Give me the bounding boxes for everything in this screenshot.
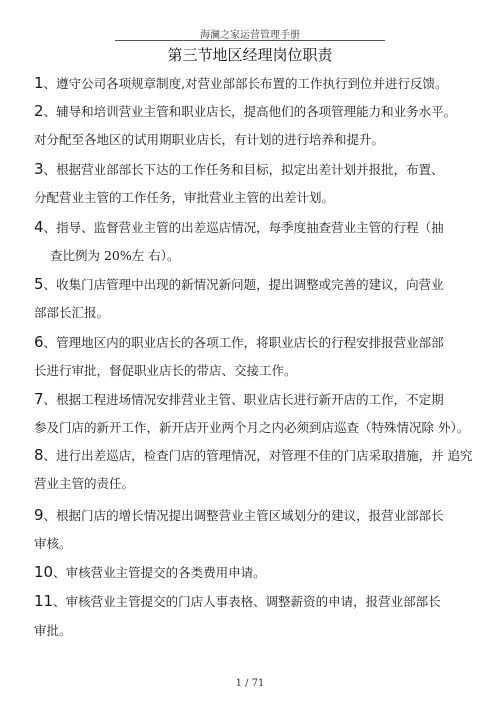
duty-item: 2、辅导和培训营业主管和职业店长，提高他们的各项管理能力和业务水平。 <box>34 102 457 120</box>
duty-item: 3、根据营业部部长下达的工作任务和目标，拟定出差计划并报批，布置、 <box>34 160 444 178</box>
page-header: 海澜之家运营管理手册 <box>200 30 300 41</box>
duty-item: 7、根据工程进场情况安排营业主管、职业店长进行新开店的工作，不定期 <box>34 390 444 408</box>
header-divider <box>115 40 385 41</box>
duty-continuation: 参及门店的新开工作，新开店开业两个月之内必须到店巡查（特殊情况除 外）。 <box>34 420 470 435</box>
duty-item: 4、指导、监督营业主管的出差巡店情况，每季度抽查营业主管的行程（抽 <box>34 218 444 236</box>
page-number: 1 / 71 <box>235 678 265 689</box>
duty-continuation: 审批。 <box>34 623 72 638</box>
duty-continuation: 部部长汇报。 <box>34 305 110 320</box>
duty-item: 5、收集门店管理中出现的新情况新问题，提出调整或完善的建议，向营业 <box>34 275 444 293</box>
duty-item: 8、进行出差巡店，检查门店的管理情况，对管理不佳的门店采取措施，并 追究 <box>34 446 473 464</box>
duty-continuation: 查比例为 20%左 右）。 <box>50 248 180 263</box>
duty-item: 9、根据门店的增长情况提出调整营业主管区域划分的建议，报营业部部长 <box>34 506 444 524</box>
duty-item: 10、审核营业主管提交的各类费用申请。 <box>34 563 266 581</box>
duty-continuation: 对分配至各地区的试用期职业店长，有计划的进行培养和提升。 <box>34 132 385 147</box>
duty-continuation: 长进行审批，督促职业店长的带店、交接工作。 <box>34 363 297 378</box>
section-title: 第三节地区经理岗位职责 <box>167 46 333 64</box>
duty-continuation: 分配营业主管的工作任务，审批营业主管的出差计划。 <box>34 190 335 205</box>
duty-item: 11、审核营业主管提交的门店人事表格、调整薪资的申请，报营业部部长 <box>34 592 441 610</box>
duty-continuation: 审核。 <box>34 536 72 551</box>
duty-item: 6、管理地区内的职业店长的各项工作，将职业店长的行程安排报营业部部 <box>34 333 444 351</box>
duty-continuation: 营业主管的责任。 <box>34 476 135 491</box>
duty-item: 1、遵守公司各项规章制度,对营业部部长布置的工作执行到位并进行反馈。 <box>34 74 448 92</box>
